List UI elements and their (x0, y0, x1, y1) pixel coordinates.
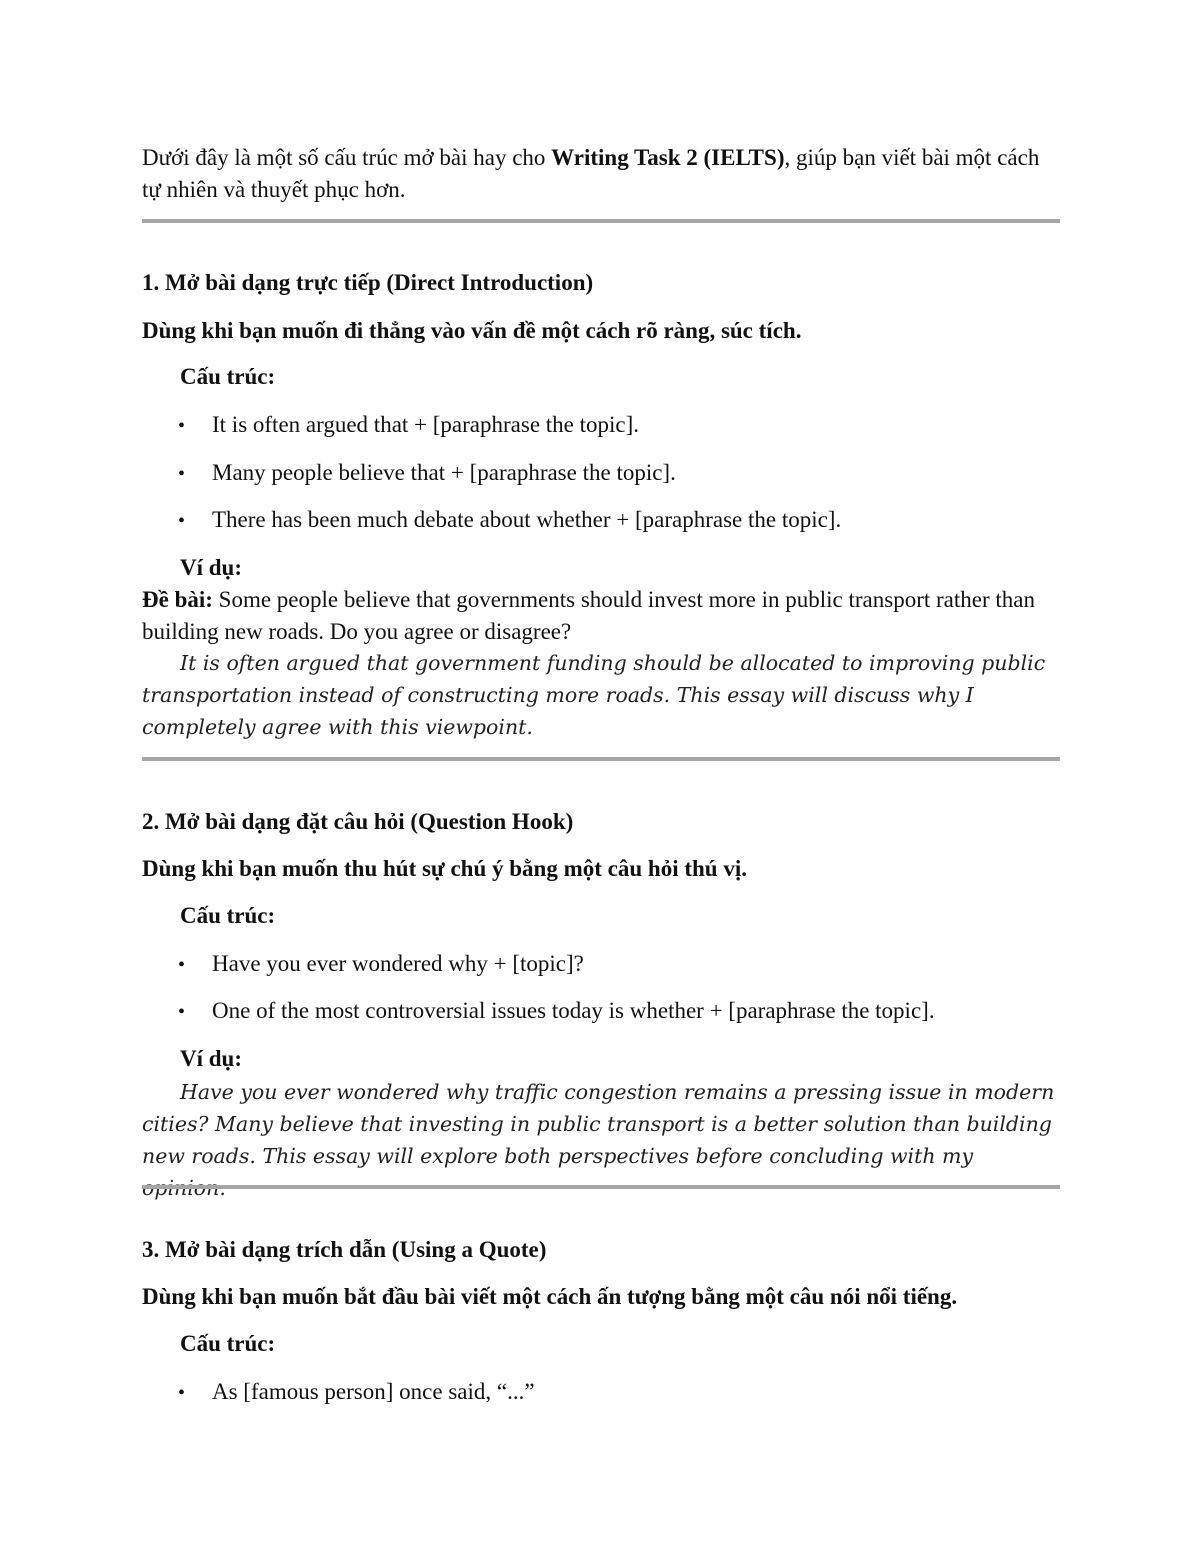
list-item: • One of the most controversial issues today is whether + [paraphrase the topic]. (178, 996, 935, 1027)
example-label: Ví dụ: (180, 1046, 242, 1071)
example-label: Ví dụ: (180, 555, 242, 580)
horizontal-rule (142, 219, 1060, 223)
structure-label: Cấu trúc: (180, 364, 276, 389)
list-item: • It is often argued that + [paraphrase the topic]. (178, 410, 639, 441)
list-item: • Have you ever wondered why + [topic]? (178, 949, 584, 980)
section-heading: 2. Mở bài dạng đặt câu hỏi (Question Hook) (142, 809, 574, 834)
bullet-icon: • (178, 1382, 186, 1404)
intro-text: Dưới đây là một số cấu trúc mở bài hay cho (142, 145, 552, 170)
bullet-icon: • (178, 510, 186, 532)
bullet-icon: • (178, 954, 186, 976)
list-item: • Many people believe that + [paraphrase the topic]. (178, 458, 676, 489)
bullet-icon: • (178, 415, 186, 437)
intro-bold-text: Writing Task 2 (IELTS) (551, 145, 785, 170)
bullet-icon: • (178, 1001, 186, 1023)
intro-text-end: , giúp bạn viết bài một cách tự nhiên và thuyết phục hơn. (142, 145, 1040, 202)
horizontal-rule (142, 1185, 1060, 1189)
structure-label: Cấu trúc: (180, 903, 276, 928)
section-usage: Dùng khi bạn muốn đi thẳng vào vấn đề một cách rõ ràng, súc tích. (142, 318, 802, 343)
structure-label: Cấu trúc: (180, 1331, 276, 1356)
bullet-icon: • (178, 463, 186, 485)
section-usage: Dùng khi bạn muốn thu hút sự chú ý bằng một câu hỏi thú vị. (142, 856, 747, 881)
intro-paragraph (142, 142, 1060, 206)
list-item: • As [famous person] once said, “...” (178, 1377, 535, 1408)
section-usage: Dùng khi bạn muốn bắt đầu bài viết một cách ấn tượng bằng một câu nói nổi tiếng. (142, 1284, 958, 1309)
section-heading: 3. Mở bài dạng trích dẫn (Using a Quote) (142, 1237, 547, 1262)
prompt-text: Some people believe that governments should invest more in public transport rather than building new roads. Do you agree or disagree? (142, 587, 1035, 644)
example-paragraph: Have you ever wondered why traffic congestion remains a pressing issue in modern cities? Many believe that investing in public transport is a better solution than building new roads. This essay will explore both perspectives before concluding with my (142, 1080, 1055, 1168)
example-paragraph: It is often argued that government funding should be allocated to improving public transportation instead of constructing more roads. This essay will discuss why I completely agree with this viewpoint. (142, 651, 1046, 739)
section-heading: 1. Mở bài dạng trực tiếp (Direct Introduction) (142, 270, 594, 295)
essay-prompt (142, 584, 1042, 648)
prompt-label: Đề bài: (142, 587, 213, 612)
horizontal-rule (142, 757, 1060, 761)
list-item: • There has been much debate about whether + [paraphrase the topic]. (178, 505, 841, 536)
